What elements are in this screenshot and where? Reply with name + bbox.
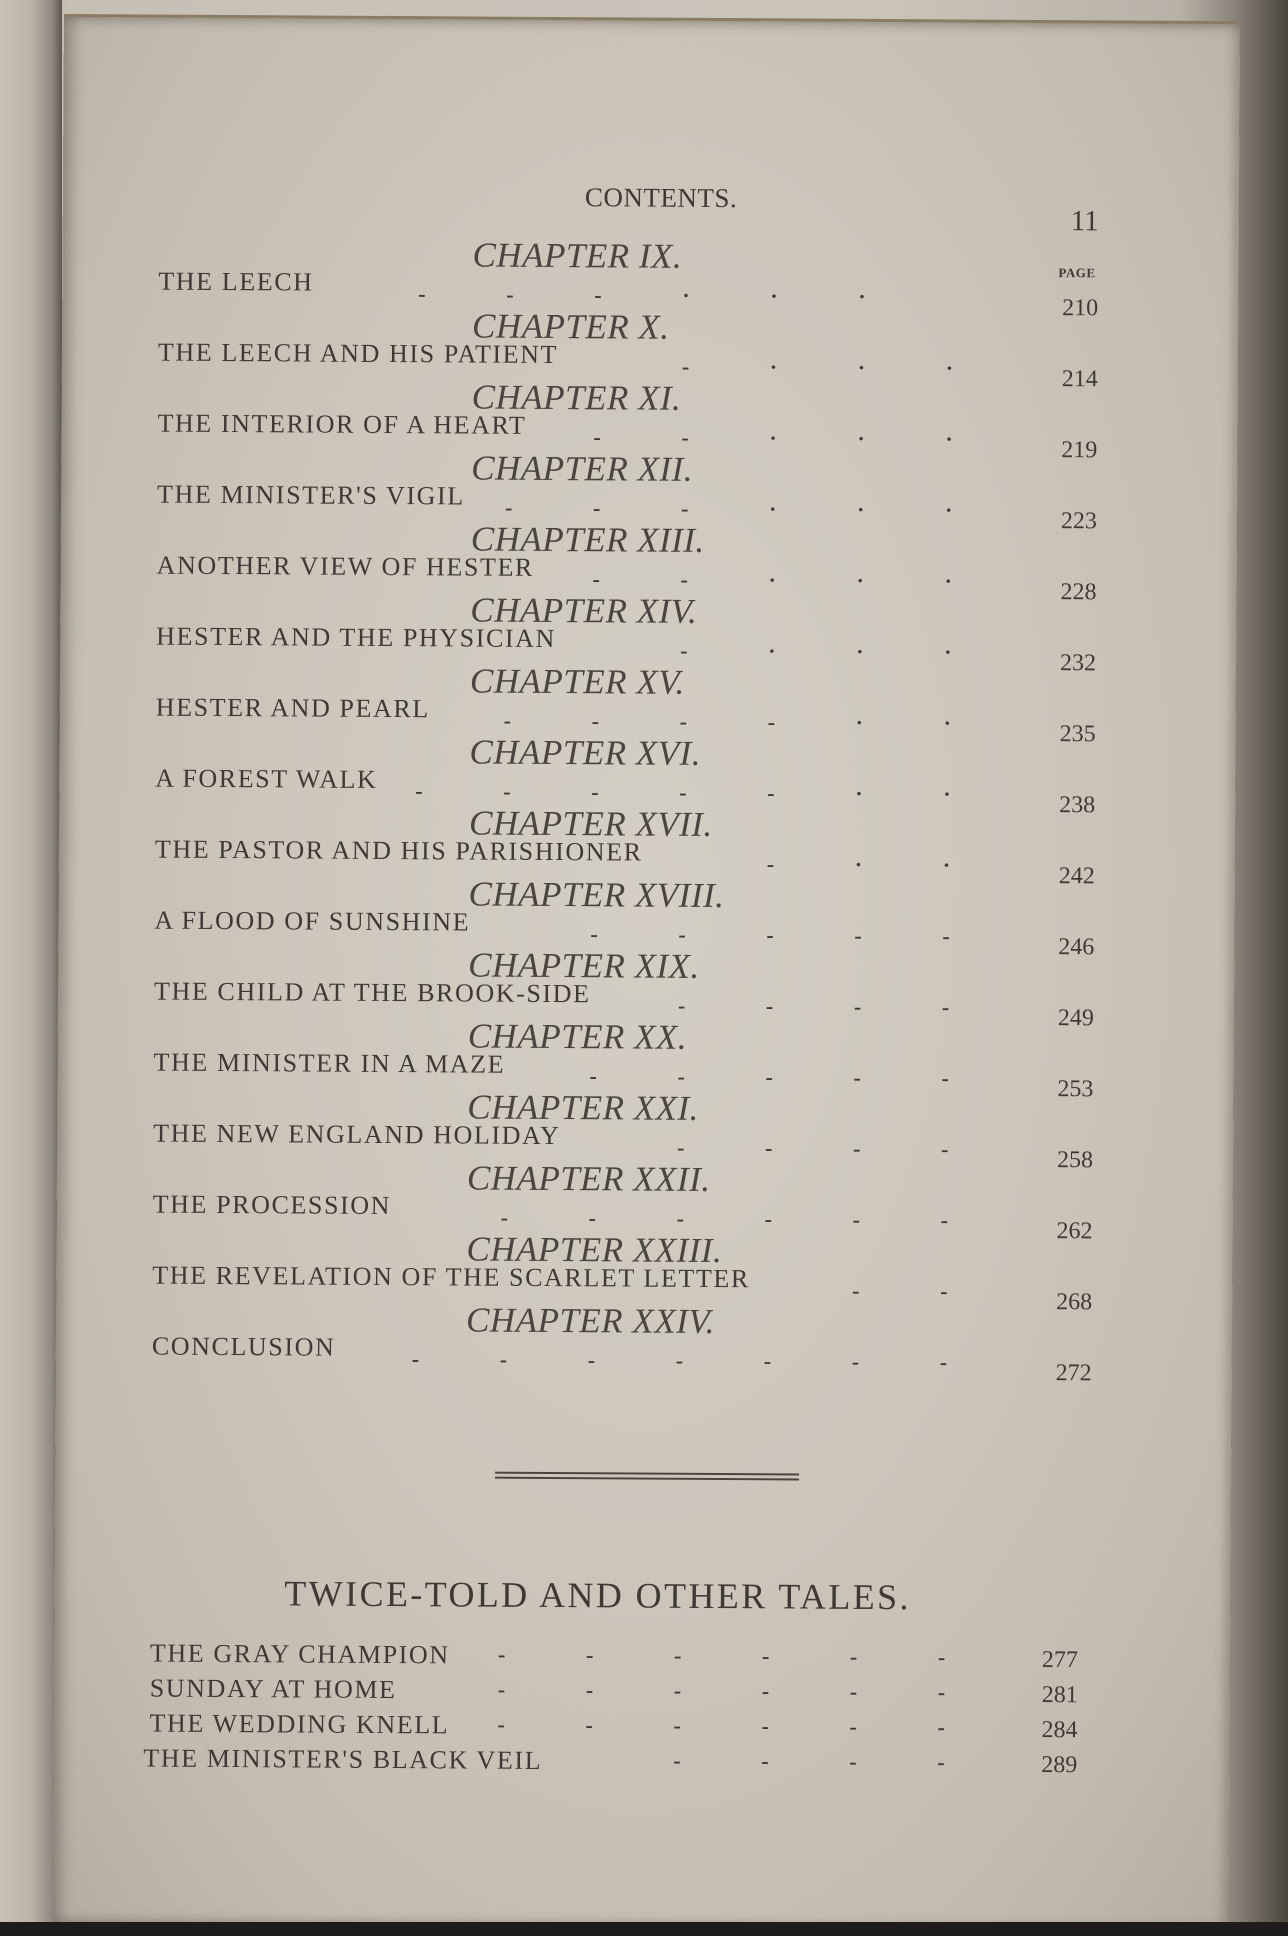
chapter-title: HESTER AND PEARL xyxy=(155,692,430,724)
dot-leader: - · · · xyxy=(680,637,952,665)
chapter-title: THE LEECH AND HIS PATIENT xyxy=(157,337,559,370)
chapter-page-number: 223 xyxy=(1060,508,1097,535)
dot-leader: - - · · · xyxy=(592,566,952,594)
chapter-title: THE MINISTER IN A MAZE xyxy=(153,1047,506,1079)
chapter-heading: CHAPTER XXIV. xyxy=(465,1300,716,1342)
chapter-page-number: 210 xyxy=(1062,295,1099,322)
tale-page-number: 277 xyxy=(1041,1647,1079,1674)
dot-leader: - - - - - xyxy=(589,1063,949,1091)
chapter-title: ANOTHER VIEW OF HESTER xyxy=(156,550,535,582)
chapter-page-number: 219 xyxy=(1061,437,1098,464)
chapter-page-number: 232 xyxy=(1059,650,1097,677)
chapter-heading: CHAPTER XXII. xyxy=(466,1158,711,1199)
dot-leader: - - - - - - - xyxy=(411,1346,948,1375)
dot-leader: - - - - - - xyxy=(500,1204,949,1233)
page-column-label: PAGE xyxy=(1058,265,1096,281)
chapter-page-number: 253 xyxy=(1057,1076,1094,1103)
chapter-page-number: 249 xyxy=(1057,1005,1094,1032)
dot-leader: - - · · · xyxy=(593,424,953,452)
chapter-heading: CHAPTER XVI. xyxy=(469,732,702,773)
chapter-title: THE MINISTER'S VIGIL xyxy=(156,479,465,511)
double-rule-divider xyxy=(495,1472,799,1481)
chapter-page-number: 242 xyxy=(1058,863,1095,890)
dot-leader: - - - · · · xyxy=(504,494,953,523)
dot-leader: - - - - xyxy=(673,1747,945,1775)
dot-leader: - - xyxy=(852,1277,948,1304)
dot-leader: - - - - · · xyxy=(503,707,952,736)
table-surface-edge xyxy=(0,1922,1288,1936)
chapter-title: THE NEW ENGLAND HOLIDAY xyxy=(153,1118,561,1151)
tale-page-number: 284 xyxy=(1041,1717,1078,1744)
chapter-heading: CHAPTER XXIII. xyxy=(466,1229,723,1271)
chapter-heading: CHAPTER XIII. xyxy=(470,519,705,560)
tale-title: THE MINISTER'S BLACK VEIL xyxy=(143,1743,543,1775)
chapter-page-number: 228 xyxy=(1060,579,1097,606)
dot-leader: - - - - - - xyxy=(497,1641,946,1670)
dot-leader: - · · xyxy=(766,851,951,878)
facing-page-edge xyxy=(0,0,62,1936)
dot-leader: - - - - xyxy=(677,992,950,1020)
chapter-heading: CHAPTER X. xyxy=(471,306,670,347)
dot-leader: - - - · · · xyxy=(418,281,866,309)
chapter-page-number: 258 xyxy=(1056,1147,1094,1174)
chapter-title: A FOREST WALK xyxy=(155,763,378,794)
chapter-page-number: 268 xyxy=(1056,1289,1093,1316)
chapter-title: THE CHILD AT THE BROOK-SIDE xyxy=(153,976,591,1009)
chapter-heading: CHAPTER XI. xyxy=(471,377,682,418)
chapter-title: A FLOOD OF SUNSHINE xyxy=(154,905,471,937)
chapter-page-number: 235 xyxy=(1059,721,1096,748)
chapter-title: THE LEECH xyxy=(158,266,314,297)
tale-page-number: 289 xyxy=(1041,1752,1078,1779)
chapter-title: CONCLUSION xyxy=(151,1331,336,1362)
book-page xyxy=(52,14,1240,1930)
chapter-page-number: 262 xyxy=(1056,1218,1093,1245)
chapter-heading: CHAPTER XX. xyxy=(467,1016,688,1057)
dot-leader: - - - - - - xyxy=(497,1711,945,1740)
chapter-page-number: 214 xyxy=(1061,366,1098,393)
dot-leader: - - - - xyxy=(677,1134,949,1162)
chapter-heading: CHAPTER XV. xyxy=(469,661,685,702)
chapter-title: THE INTERIOR OF A HEART xyxy=(157,408,527,440)
tale-title: SUNDAY AT HOME xyxy=(149,1673,397,1705)
chapter-heading: CHAPTER XIX. xyxy=(468,945,700,986)
page-number: 11 xyxy=(1070,205,1099,238)
dot-leader: - - - - - · · xyxy=(415,778,951,807)
dot-leader: - · · · xyxy=(681,353,954,381)
chapter-heading: CHAPTER XXI. xyxy=(467,1087,699,1128)
running-head: CONTENTS. xyxy=(584,182,738,214)
chapter-title: THE PASTOR AND HIS PARISHIONER xyxy=(154,834,643,867)
chapter-title: HESTER AND THE PHYSICIAN xyxy=(156,621,557,654)
chapter-heading: CHAPTER XIV. xyxy=(470,590,698,631)
tale-page-number: 281 xyxy=(1041,1682,1078,1709)
chapter-title: THE PROCESSION xyxy=(152,1189,392,1221)
chapter-heading: CHAPTER IX. xyxy=(472,235,683,276)
dot-leader: - - - - - xyxy=(590,921,950,949)
chapter-page-number: 238 xyxy=(1059,792,1096,819)
dot-leader: - - - - - - xyxy=(497,1676,946,1705)
chapter-heading: CHAPTER XII. xyxy=(471,448,694,489)
chapter-page-number: 272 xyxy=(1055,1360,1092,1387)
chapter-heading: CHAPTER XVII. xyxy=(468,803,713,844)
chapter-page-number: 246 xyxy=(1058,934,1095,961)
tale-title: THE WEDDING KNELL xyxy=(149,1708,450,1740)
chapter-heading: CHAPTER XVIII. xyxy=(468,874,725,916)
section-heading: TWICE-TOLD AND OTHER TALES. xyxy=(284,1573,911,1618)
chapter-title: THE REVELATION OF THE SCARLET LETTER xyxy=(152,1260,750,1294)
tale-title: THE GRAY CHAMPION xyxy=(149,1638,450,1670)
